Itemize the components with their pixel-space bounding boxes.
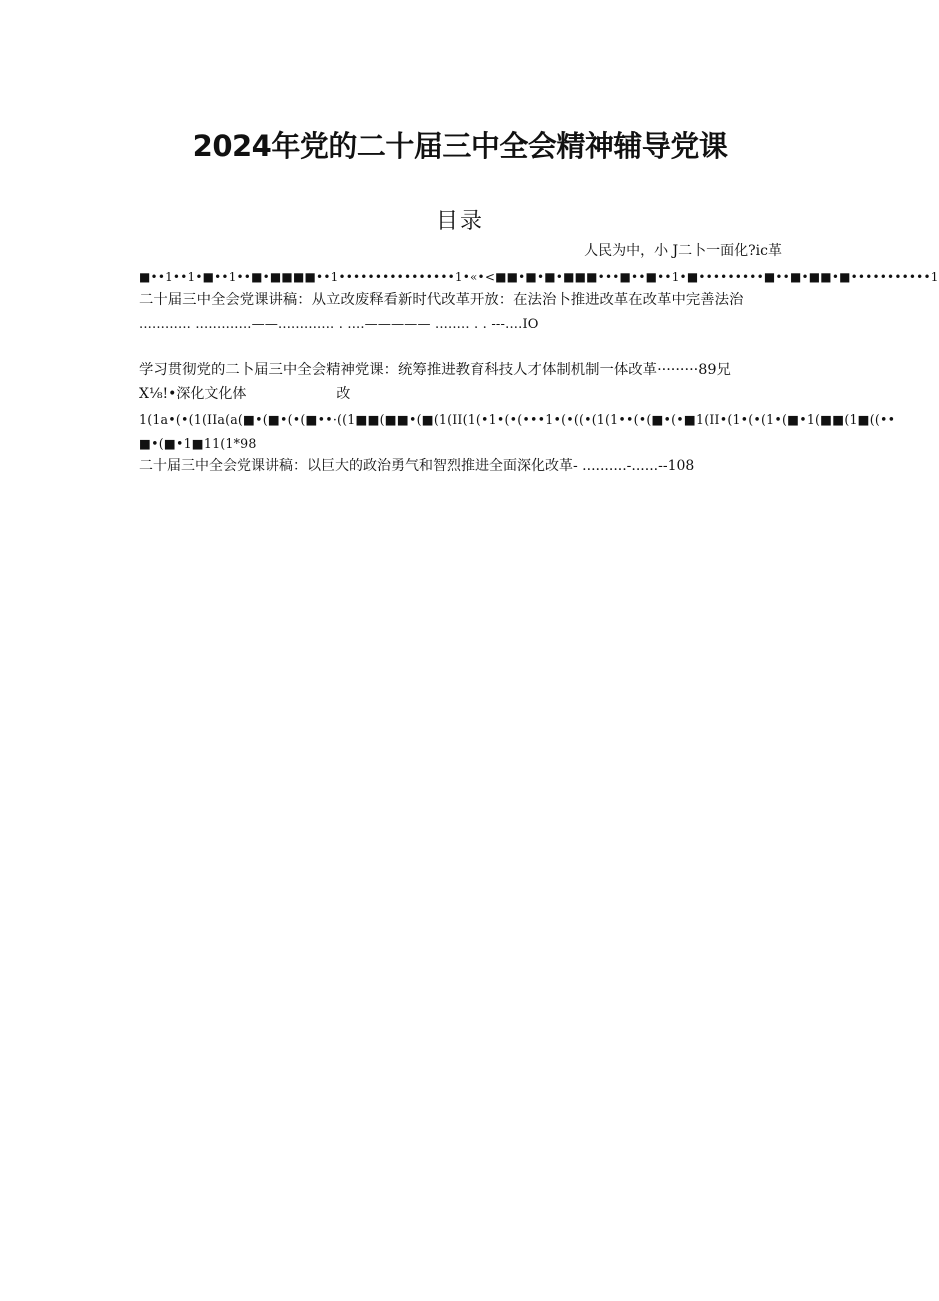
toc-entry-deepening-reform: 二十届三中全会党课讲稿：以巨大的政治勇气和智烈推进全面深化改革- ..........-......--108 [139, 458, 695, 474]
toc-entry-education-reform: 学习贯彻党的二卜届三中全会精神党课：统筹推进教育科技人才体制机制一体改革·········89兄 [139, 362, 731, 378]
document-title: 2024年党的二十届三中全会精神辅导党课 [192, 129, 728, 163]
toc-line-7: 1(1a•(•(1(IIa(a(■•(■•(•(■••·((1■■(■■•(■(1(II(1(•1•(•(•••1•(•((•(1(1••(•(■•(•■1(II•(1•(•(1•(■•1(■■(1■((•• [139, 412, 896, 427]
toc-line-2: ■••1••1•■••1••■•■■■■••1••••••••••••••••1•«•<■■•■•■•■■■•••■••■••1•■•••••••••■••■•■■•■•••••••••••1 [139, 270, 939, 284]
toc-leader-line: ............ .............——............. . ....————— ........ . . ---....IO [139, 317, 539, 332]
toc-line-6b: 改 [336, 386, 351, 402]
toc-line-6a: X⅛!•深化文化体 [139, 386, 247, 402]
toc-heading: 目录 [435, 209, 484, 234]
toc-line-8: ■•(■•1■11(1*98 [139, 436, 257, 451]
toc-line-1: 人民为中，小 J二卜一面化?ic革 [584, 243, 782, 259]
toc-entry-culture [139, 385, 782, 403]
toc-entry-rule-of-law: 二十届三中全会党课讲稿：从立改废释看新时代改革开放：在法治卜推进改革在改革中完善法治 [139, 292, 744, 308]
